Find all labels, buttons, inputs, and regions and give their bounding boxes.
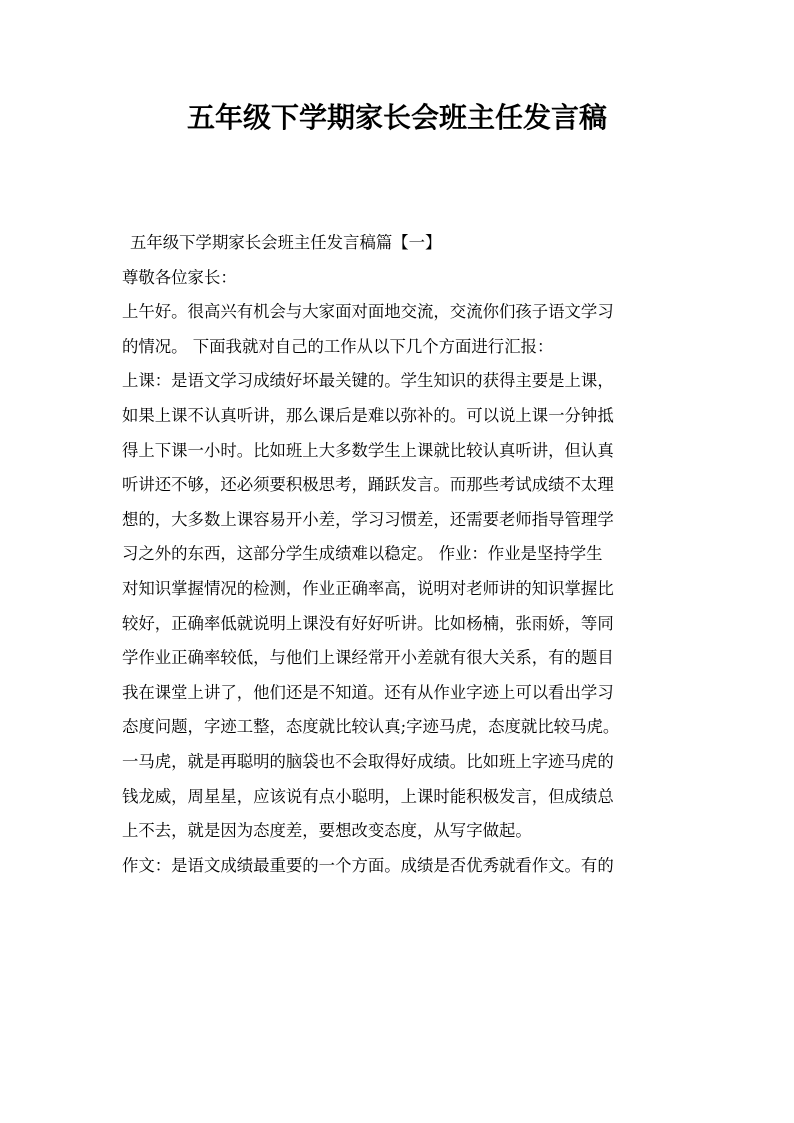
body-line: 对知识掌握情况的检测，作业正确率高，说明对老师讲的知识掌握比 bbox=[122, 578, 614, 598]
salutation: 尊敬各位家长： bbox=[122, 267, 237, 287]
body-line: 的情况。 下面我就对自己的工作从以下几个方面进行汇报： bbox=[122, 336, 554, 356]
document-body bbox=[122, 226, 692, 883]
body-line: 想的，大多数上课容易开小差，学习习惯差，还需要老师指导管理学 bbox=[122, 509, 614, 529]
body-line: 习之外的东西，这部分学生成绩难以稳定。 作业：作业是坚持学生 bbox=[122, 544, 603, 564]
body-line: 上午好。很高兴有机会与大家面对面地交流，交流你们孩子语文学习 bbox=[122, 302, 614, 322]
body-line: 态度问题，字迹工整，态度就比较认真;字迹马虎，态度就比较马虎。 bbox=[122, 717, 620, 737]
body-line: 较好，正确率低就说明上课没有好好听讲。比如杨楠，张雨娇，等同 bbox=[122, 613, 614, 633]
body-line: 听讲还不够，还必须要积极思考，踊跃发言。而那些考试成绩不太理 bbox=[122, 475, 614, 495]
body-line: 如果上课不认真听讲，那么课后是难以弥补的。可以说上课一分钟抵 bbox=[122, 405, 614, 425]
body-line: 得上下课一小时。比如班上大多数学生上课就比较认真听讲，但认真 bbox=[122, 440, 614, 460]
section-heading: 五年级下学期家长会班主任发言稿篇【一】 bbox=[130, 233, 442, 252]
body-line: 上不去，就是因为态度差，要想改变态度，从写字做起。 bbox=[122, 821, 532, 841]
body-line: 我在课堂上讲了，他们还是不知道。还有从作业字迹上可以看出学习 bbox=[122, 682, 614, 702]
document-title: 五年级下学期家长会班主任发言稿 bbox=[186, 101, 607, 134]
body-line: 作文：是语文成绩最重要的一个方面。成绩是否优秀就看作文。有的 bbox=[122, 855, 614, 875]
body-line: 钱龙威，周星星，应该说有点小聪明，上课时能积极发言，但成绩总 bbox=[122, 786, 614, 806]
body-line: 学作业正确率较低，与他们上课经常开小差就有很大关系，有的题目 bbox=[122, 648, 614, 668]
body-line: 上课：是语文学习成绩好坏最关键的。学生知识的获得主要是上课， bbox=[122, 371, 614, 391]
body-line: 一马虎，就是再聪明的脑袋也不会取得好成绩。比如班上字迹马虎的 bbox=[122, 751, 614, 771]
